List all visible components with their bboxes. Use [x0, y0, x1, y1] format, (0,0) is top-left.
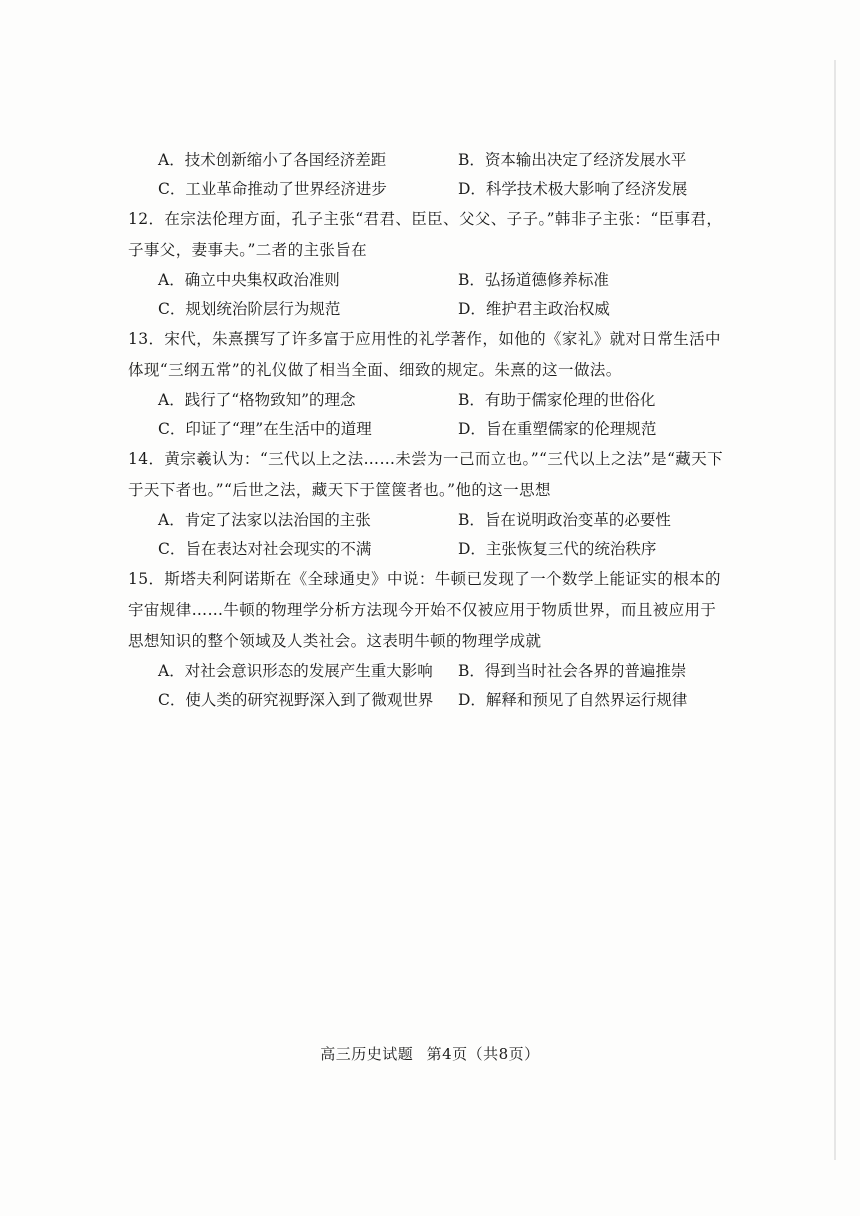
- q13-option-d: D．旨在重塑儒家的伦理规范: [458, 420, 657, 438]
- q14-option-d: D．主张恢复三代的统治秩序: [458, 540, 657, 558]
- q15-option-a: A．对社会意识形态的发展产生重大影响: [158, 662, 433, 680]
- q14-option-a: A．肯定了法家以法治国的主张: [158, 511, 371, 529]
- q15-option-b: B．得到当时社会各界的普遍推崇: [458, 662, 687, 680]
- q12-option-b: B．弘扬道德修养标准: [458, 271, 609, 289]
- questions-container: [128, 146, 728, 715]
- q12-option-a: A．确立中央集权政治准则: [158, 271, 340, 289]
- q12-stem: 12．在宗法伦理方面，孔子主张“君君、臣臣、父父、子子。”韩非子主张：“臣事君，子事父，妻事夫。”二者的主张旨在: [128, 210, 723, 259]
- footer-subject: 高三历史试题: [320, 1045, 414, 1063]
- page-footer: [0, 1043, 860, 1064]
- q11-option-d: D．科学技术极大影响了经济发展: [458, 180, 688, 198]
- q11-option-c: C．工业革命推动了世界经济进步: [158, 180, 387, 198]
- q11-option-b: B．资本输出决定了经济发展水平: [458, 151, 687, 169]
- q13-option-b: B．有助于儒家伦理的世俗化: [458, 391, 656, 409]
- q14-option-b: B．旨在说明政治变革的必要性: [458, 511, 671, 529]
- q15-option-d: D．解释和预见了自然界运行规律: [458, 691, 688, 709]
- q12-option-c: C．规划统治阶层行为规范: [158, 300, 341, 318]
- q15-options: [128, 657, 728, 715]
- q11-options: [128, 146, 728, 204]
- q14-option-c: C．旨在表达对社会现实的不满: [158, 540, 372, 558]
- q12-option-d: D．维护君主政治权威: [458, 300, 610, 318]
- q15-option-c: C．使人类的研究视野深入到了微观世界: [158, 691, 434, 709]
- q13-option-a: A．践行了“格物致知”的理念: [158, 391, 356, 409]
- q12-options: [128, 266, 728, 324]
- q13-stem: 13．宋代，朱熹撰写了许多富于应用性的礼学著作，如他的《家礼》就对日常生活中体现“三纲五常”的礼仪做了相当全面、细致的规定。朱熹的这一做法。: [128, 330, 721, 379]
- q14-stem: 14．黄宗羲认为：“三代以上之法……未尝为一己而立也。”“三代以上之法”是“藏天下于天下者也。”“后世之法，藏天下于筐箧者也。”他的这一思想: [128, 450, 723, 499]
- q15-stem: 15．斯塔夫利阿诺斯在《全球通史》中说：牛顿已发现了一个数学上能证实的根本的宇宙规律……牛顿的物理学分析方法现今开始不仅被应用于物质世界，而且被应用于思想知识的整个领域及人类社会。这表明牛顿的物理学成就: [128, 570, 721, 650]
- q14-options: [128, 506, 728, 564]
- q11-option-a: A．技术创新缩小了各国经济差距: [158, 151, 387, 169]
- page-edge-divider: [834, 60, 836, 1160]
- q13-option-c: C．印证了“理”在生活中的道理: [158, 420, 372, 438]
- q13-options: [128, 386, 728, 444]
- footer-page-number: 第4页（共8页）: [426, 1045, 540, 1063]
